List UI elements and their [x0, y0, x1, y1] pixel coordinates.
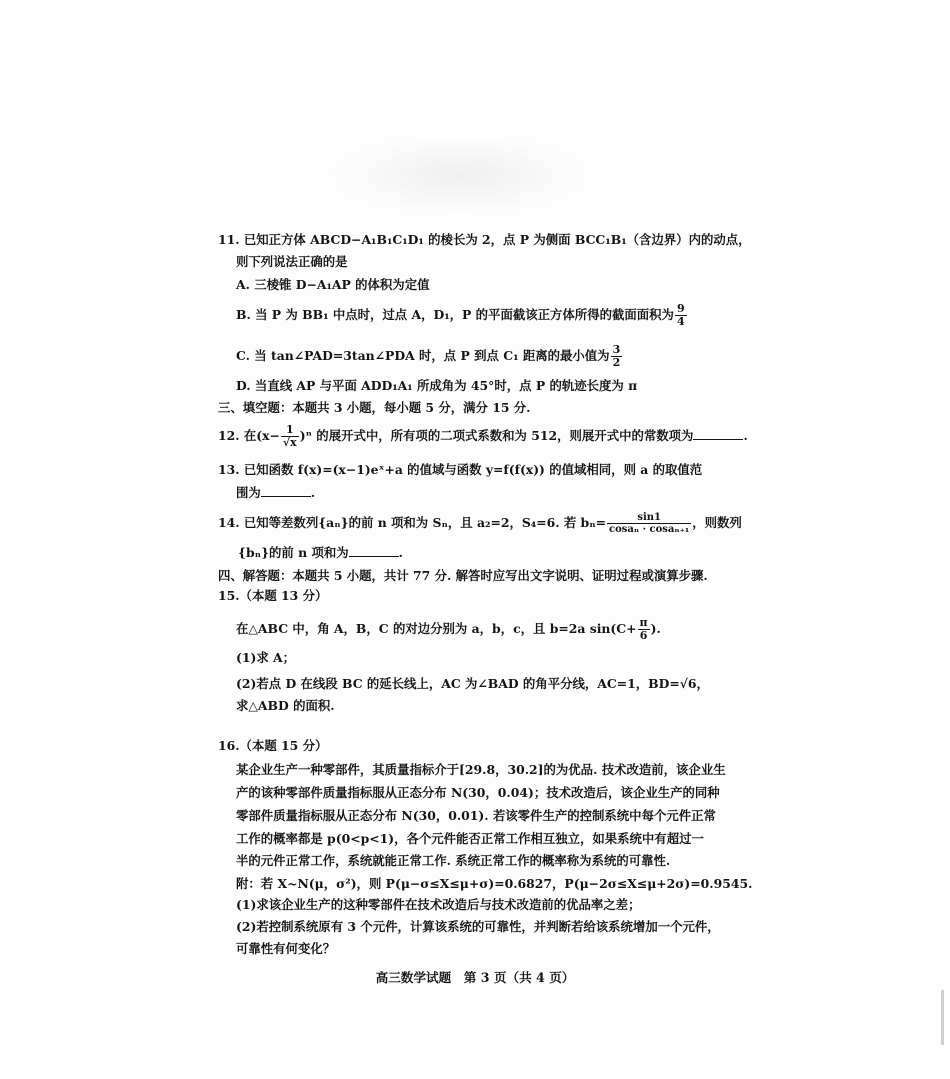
q11-option-c-fraction	[611, 344, 623, 369]
fraction-denominator: 2	[612, 356, 621, 370]
q13-line1: 13. 已知函数 f(x)=(x−1)eˣ+a 的值域与函数 y=f(f(x)) 的值域相同，则 a 的取值范	[218, 462, 703, 477]
q13-answer-blank	[261, 486, 311, 497]
q13-line2	[236, 485, 315, 501]
q16-line9: 可靠性有何变化？	[236, 941, 336, 956]
fraction-numerator: 1	[281, 424, 299, 437]
fraction-denominator: cosaₙ · cosaₙ₊₁	[609, 524, 690, 535]
q11-option-b	[236, 303, 688, 328]
q15-part1: (1)求 A；	[236, 650, 296, 665]
q12-line	[218, 424, 748, 449]
q15-stem-pre: 在△ABC 中，角 A，B，C 的对边分别为 a，b，c，且 b=2a sin(C+	[236, 621, 637, 637]
page-footer: 高三数学试题 第 3 页（共 4 页）	[375, 970, 575, 985]
q11-stem-line1: 11. 已知正方体 ABCD−A₁B₁C₁D₁ 的棱长为 2，点 P 为侧面 BCC₁B₁（含边界）内的动点，	[218, 232, 751, 247]
q16-line6: 附：若 X~N(μ，σ²)，则 P(μ−σ≤X≤μ+σ)=0.6827，P(μ−2σ≤X≤μ+2σ)=0.9545.	[236, 876, 753, 891]
fraction-numerator: sin1	[607, 512, 691, 524]
q16-line2: 产的该种零部件质量指标服从正态分布 N(30，0.04)；技术改造后，该企业生产的同种	[236, 785, 720, 800]
q15-heading: 15.（本题 13 分）	[218, 588, 328, 603]
q14-line2	[238, 545, 403, 561]
scan-edge-mark	[941, 990, 944, 1045]
fraction-denominator: 4	[676, 315, 685, 329]
q14-fraction	[607, 512, 691, 535]
q11-option-d: D. 当直线 AP 与平面 ADD₁A₁ 所成角为 45°时，点 P 的轨迹长度为 π	[236, 378, 638, 393]
q16-line4: 工作的概率都是 p(0<p<1)，各个元件能否正常工作相互独立，如果系统中有超过一	[236, 831, 704, 846]
q12-answer-blank	[693, 429, 743, 440]
q16-line5: 半的元件正常工作，系统就能正常工作. 系统正常工作的概率称为系统的可靠性.	[236, 853, 671, 868]
q11-option-c	[236, 344, 623, 369]
q14-line2-text: {bₙ}的前 n 项和为	[238, 545, 349, 560]
q14-text-post: ，则数列	[692, 515, 742, 530]
faint-scan-mark	[330, 135, 590, 215]
q13-end: .	[310, 485, 316, 500]
q14-text-pre: 14. 已知等差数列{aₙ}的前 n 项和为 Sₙ，且 a₂=2，S₄=6. 若 bₙ=	[218, 515, 607, 530]
q14-answer-blank	[349, 546, 399, 557]
q15-stem-post: ).	[650, 621, 661, 637]
q11-option-c-text: C. 当 tan∠PAD=3tan∠PDA 时，点 P 到点 C₁ 距离的最小值为	[236, 348, 610, 364]
fraction-numerator: π	[639, 616, 648, 629]
q12-text-pre: 12. 在(x−	[218, 428, 280, 444]
q12-text-post: )ⁿ 的展开式中，所有项的二项式系数和为 512，则展开式中的常数项为	[299, 428, 694, 444]
section-3-heading: 三、填空题：本题共 3 小题，每小题 5 分，满分 15 分.	[218, 400, 531, 415]
q16-line8: (2)若控制系统原有 3 个元件，计算该系统的可靠性，并判断若给该系统增加一个元件，	[236, 919, 720, 934]
q11-option-a: A. 三棱锥 D−A₁AP 的体积为定值	[236, 277, 430, 292]
q11-option-b-fraction	[675, 303, 687, 328]
fraction-numerator: 3	[612, 343, 621, 356]
fraction-numerator: 9	[676, 302, 685, 315]
q14-line1	[218, 512, 742, 535]
q15-part2-line1: (2)若点 D 在线段 BC 的延长线上，AC 为∠BAD 的角平分线，AC=1，BD=√6，	[236, 676, 709, 691]
q16-line3: 零部件质量指标服从正态分布 N(30，0.01). 若该零件生产的控制系统中每个元件正常	[236, 808, 716, 823]
q14-end: .	[398, 545, 403, 560]
q12-fraction	[281, 424, 299, 449]
q16-line1: 某企业生产一种零部件，其质量指标介于[29.8，30.2]的为优品. 技术改造前，该企业生	[236, 762, 726, 777]
fraction-denominator: √x	[282, 436, 297, 450]
q11-option-b-text: B. 当 P 为 BB₁ 中点时，过点 A，D₁，P 的平面截该正方体所得的截面面积为	[236, 307, 674, 323]
fraction-denominator: 6	[639, 629, 648, 643]
q11-stem-line2: 则下列说法正确的是	[236, 254, 348, 269]
q15-fraction	[638, 617, 650, 642]
q12-end: .	[743, 428, 748, 444]
q15-stem	[236, 617, 661, 642]
q13-line2-text: 围为	[236, 485, 261, 500]
section-4-heading: 四、解答题：本题共 5 小题，共计 77 分. 解答时应写出文字说明、证明过程或演算步骤.	[218, 568, 708, 583]
q16-line7: (1)求该企业生产的这种零部件在技术改造后与技术改造前的优品率之差；	[236, 897, 641, 912]
q16-heading: 16.（本题 15 分）	[218, 738, 328, 753]
q15-part2-line2: 求△ABD 的面积.	[236, 698, 335, 713]
